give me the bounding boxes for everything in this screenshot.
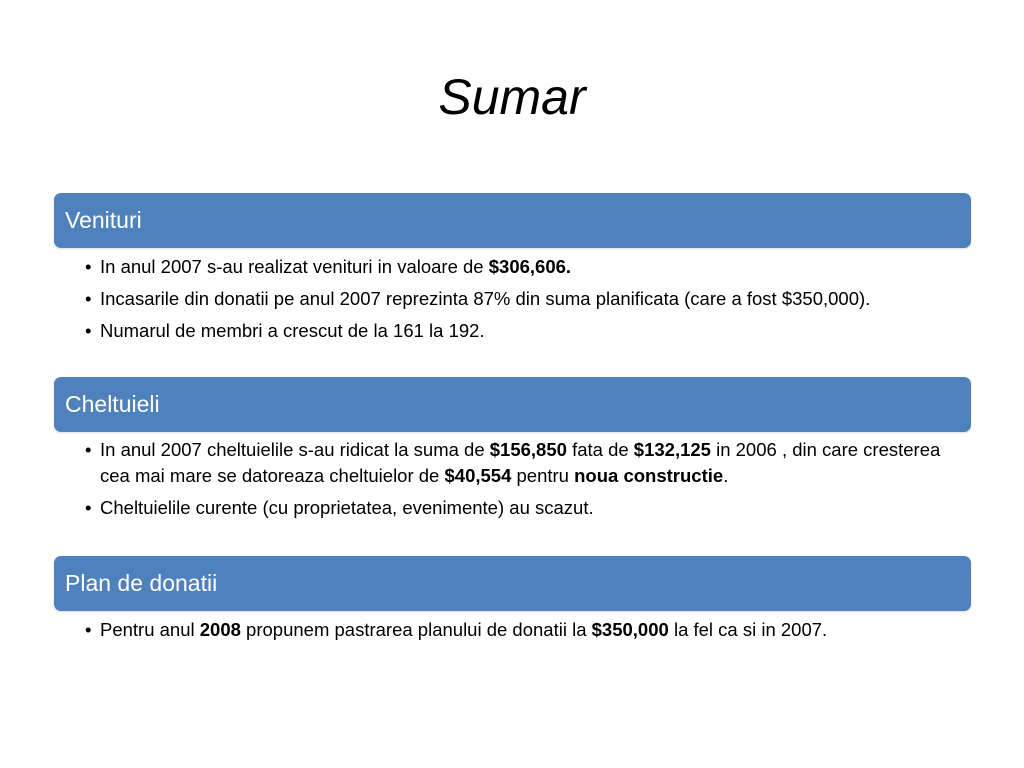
bullet-dot-icon: • bbox=[85, 439, 92, 460]
bullet-text-bold: $132,125 bbox=[633, 439, 711, 460]
bullet-dot-icon: • bbox=[85, 497, 92, 518]
bullet-item bbox=[80, 286, 962, 312]
bullet-list-venituri bbox=[80, 254, 962, 350]
bullet-text-bold: noua constructie bbox=[574, 465, 724, 486]
bullet-item bbox=[80, 617, 962, 643]
bullet-text: Numarul de membri a crescut de la 161 la 192. bbox=[100, 320, 485, 341]
slide-title: Sumar bbox=[438, 69, 586, 125]
bullet-text-bold: 2008 bbox=[199, 619, 241, 640]
bullet-dot-icon: • bbox=[85, 256, 92, 277]
bullet-text-bold: $306,606. bbox=[488, 256, 572, 277]
bullet-text-bold: $40,554 bbox=[444, 465, 512, 486]
bullet-text: in 2006 , din care cresterea cea mai mare se datoreaza cheltuielor de bbox=[100, 439, 941, 486]
bullet-list-cheltuieli bbox=[80, 437, 962, 527]
bullet-text: Pentru anul bbox=[100, 619, 200, 640]
bullet-text: Cheltuielile curente (cu proprietatea, evenimente) au scazut. bbox=[100, 497, 594, 518]
bullet-list-plan-de-donatii bbox=[80, 617, 962, 649]
bullet-dot-icon: • bbox=[85, 288, 92, 309]
section-header-cheltuieli: Cheltuieli bbox=[54, 377, 971, 432]
bullet-dot-icon: • bbox=[85, 619, 92, 640]
bullet-text: Incasarile din donatii pe anul 2007 reprezinta 87% din suma planificata (care a fost $350,000). bbox=[100, 288, 871, 309]
bullet-dot-icon: • bbox=[85, 320, 92, 341]
bullet-text: In anul 2007 cheltuielile s-au ridicat la suma de bbox=[100, 439, 490, 460]
section-header-plan-de-donatii: Plan de donatii bbox=[54, 556, 971, 611]
bullet-item bbox=[80, 254, 962, 280]
bullet-text: In anul 2007 s-au realizat venituri in valoare de bbox=[100, 256, 489, 277]
bullet-text: fata de bbox=[566, 439, 634, 460]
section-header-venituri: Venituri bbox=[54, 193, 971, 248]
bullet-text-bold: $156,850 bbox=[489, 439, 567, 460]
bullet-text: la fel ca si in 2007. bbox=[668, 619, 828, 640]
bullet-text-bold: $350,000 bbox=[591, 619, 669, 640]
bullet-item bbox=[80, 437, 962, 489]
bullet-item bbox=[80, 495, 962, 521]
bullet-item bbox=[80, 318, 962, 344]
bullet-text: propunem pastrarea planului de donatii la bbox=[240, 619, 592, 640]
bullet-text: pentru bbox=[511, 465, 575, 486]
bullet-text: . bbox=[723, 465, 729, 486]
